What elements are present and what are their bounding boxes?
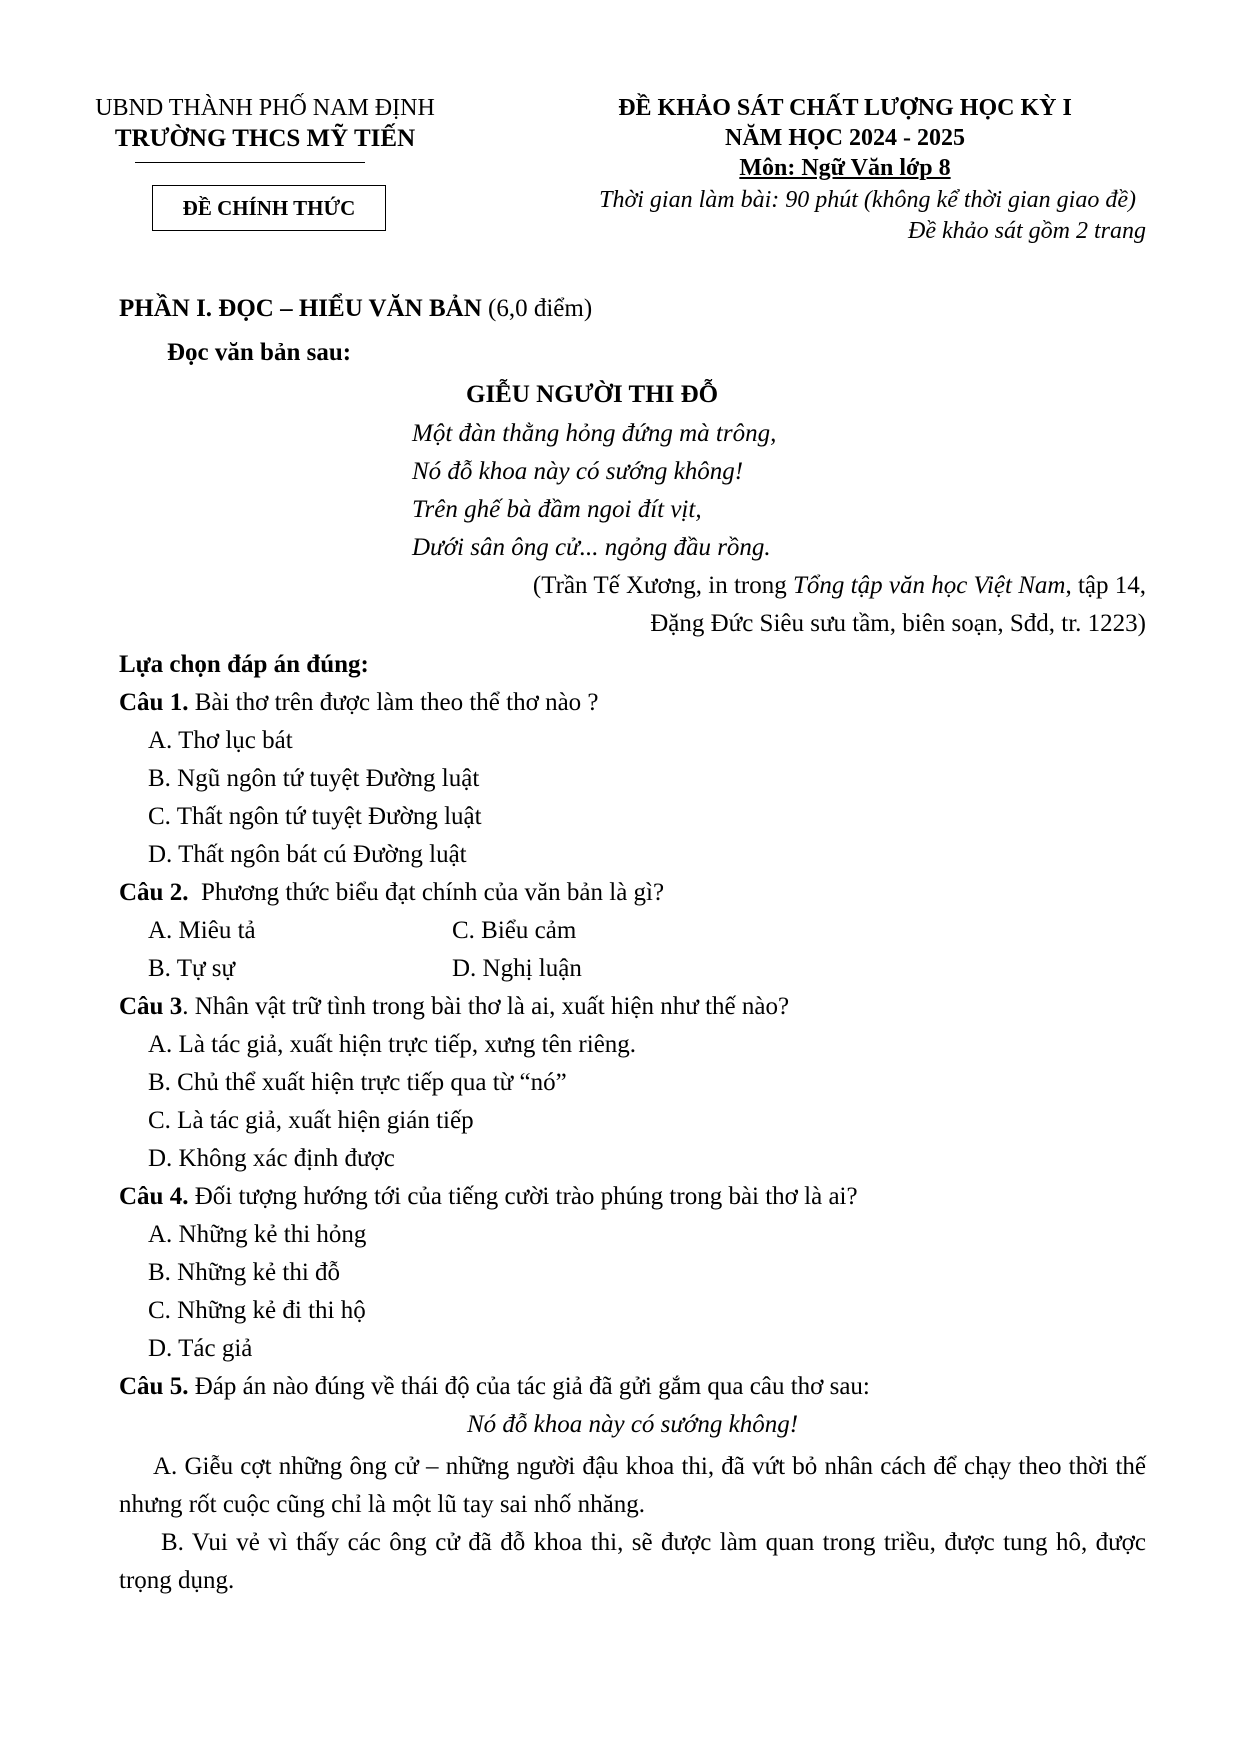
- question-label: Câu 2.: [119, 879, 189, 906]
- page-count: Đề khảo sát gồm 2 trang: [908, 218, 1146, 244]
- question-text: Phương thức biểu đạt chính của văn bản là gì?: [188, 879, 665, 906]
- question-text: Đáp án nào đúng về thái độ của tác giả đã gửi gắm qua câu thơ sau:: [188, 1373, 870, 1400]
- school-name: TRƯỜNG THCS MỸ TIẾN: [114, 125, 416, 152]
- poem-line: Trên ghế bà đầm ngoi đít vịt,: [412, 496, 702, 523]
- poem-source-line2: Đặng Đức Siêu sưu tầm, biên soạn, Sđd, tr. 1223): [650, 610, 1146, 637]
- question-text: Bài thơ trên được làm theo thể thơ nào ?: [188, 689, 599, 716]
- option: D. Thất ngôn bát cú Đường luật: [148, 841, 467, 868]
- question-5: [119, 1372, 870, 1402]
- question-2: [119, 878, 664, 908]
- question-3: [119, 992, 789, 1022]
- option: B. Những kẻ thi đỗ: [148, 1259, 341, 1286]
- question-label: Câu 1.: [119, 689, 189, 716]
- option-text: B. Vui vẻ vì thấy các ông cử đã đỗ khoa thi, sẽ được làm quan trong triều, được tung hô, được trọng dụng.: [119, 1529, 1146, 1594]
- poem-line: Dưới sân ông cử... ngỏng đầu rồng.: [412, 534, 771, 561]
- question-1: [119, 688, 599, 718]
- option: A. Những kẻ thi hỏng: [148, 1221, 367, 1248]
- choose-heading: Lựa chọn đáp án đúng:: [119, 651, 369, 678]
- poem-line: Một đàn thằng hỏng đứng mà trông,: [412, 420, 777, 447]
- section-1-heading: [119, 294, 592, 324]
- school-underline: [135, 162, 365, 163]
- source-book: Tổng tập văn học Việt Nam: [793, 572, 1066, 599]
- option: C. Là tác giả, xuất hiện gián tiếp: [148, 1107, 474, 1134]
- source-suffix: , tập 14,: [1065, 572, 1146, 599]
- school-year: NĂM HỌC 2024 - 2025: [725, 125, 965, 151]
- option: [119, 1448, 1146, 1524]
- question-label: Câu 4.: [119, 1183, 189, 1210]
- question-4: [119, 1182, 858, 1212]
- option: A. Thơ lục bát: [148, 727, 293, 754]
- question-text: Đối tượng hướng tới của tiếng cười trào phúng trong bài thơ là ai?: [188, 1183, 858, 1210]
- option-text: A. Giễu cợt những ông cử – những người đậu khoa thi, đã vứt bỏ nhân cách để chạy theo thời thế nhưng rốt cuộc cũng chỉ là một lũ tay sai nhố nhăng.: [119, 1453, 1146, 1518]
- poem-title: GIỄU NGƯỜI THI ĐỖ: [466, 381, 719, 408]
- option: C. Những kẻ đi thi hộ: [148, 1297, 366, 1324]
- subject-label: Môn: Ngữ Văn lớp 8: [739, 155, 951, 181]
- option: B. Chủ thể xuất hiện trực tiếp qua từ “nó”: [148, 1069, 567, 1096]
- source-prefix: (Trần Tế Xương, in trong: [532, 572, 794, 599]
- option: A. Là tác giả, xuất hiện trực tiếp, xưng tên riêng.: [148, 1031, 637, 1058]
- read-instruction: Đọc văn bản sau:: [167, 339, 352, 366]
- option: D. Không xác định được: [148, 1145, 395, 1172]
- option: C. Biểu cảm: [452, 917, 577, 944]
- official-exam-box: ĐỀ CHÍNH THỨC: [152, 185, 386, 231]
- authority-name: UBND THÀNH PHỐ NAM ĐỊNH: [95, 95, 435, 121]
- option: D. Nghị luận: [452, 955, 582, 982]
- option: D. Tác giả: [148, 1335, 253, 1362]
- question-5-quote: Nó đỗ khoa này có sướng không!: [466, 1411, 799, 1438]
- time-limit: Thời gian làm bài: 90 phút (không kể thời gian giao đề): [599, 187, 1136, 213]
- question-text: . Nhân vật trữ tình trong bài thơ là ai, xuất hiện như thế nào?: [182, 993, 790, 1020]
- poem-source: [533, 571, 1146, 601]
- subject-line: [540, 154, 1150, 183]
- option: C. Thất ngôn tứ tuyệt Đường luật: [148, 803, 482, 830]
- option: B. Ngũ ngôn tứ tuyệt Đường luật: [148, 765, 480, 792]
- section-1-title: PHẦN I. ĐỌC – HIỂU VĂN BẢN: [119, 295, 482, 322]
- section-1-points: (6,0 điểm): [481, 295, 593, 322]
- question-label: Câu 5.: [119, 1373, 189, 1400]
- option: A. Miêu tả: [148, 917, 256, 944]
- option: B. Tự sự: [148, 955, 236, 982]
- poem-line: Nó đỗ khoa này có sướng không!: [412, 458, 744, 485]
- exam-title: ĐỀ KHẢO SÁT CHẤT LƯỢNG HỌC KỲ I: [618, 95, 1072, 121]
- option: [119, 1524, 1146, 1600]
- question-label: Câu 3: [119, 993, 183, 1020]
